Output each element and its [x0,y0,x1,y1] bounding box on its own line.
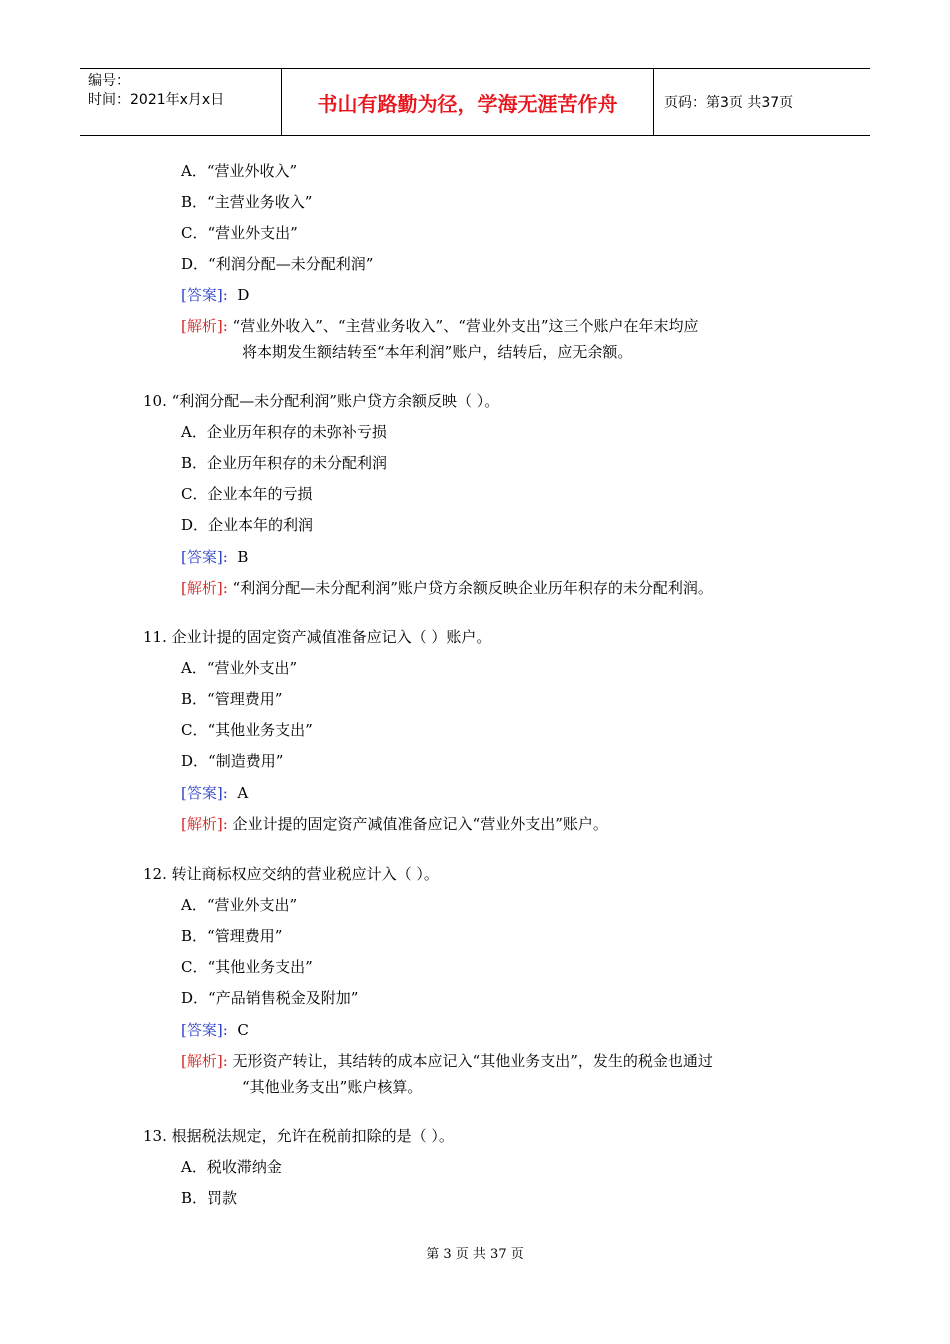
q11-option-a: A．“营业外支出” [181,659,298,677]
q11-option-b: B．“管理费用” [181,690,283,708]
q10-option-c: C．企业本年的亏损 [181,485,313,503]
question-13: 13. 根据税法规定，允许在税前扣除的是（ ）。 [143,1127,454,1145]
q11-option-d: D．“制造费用” [181,752,284,770]
explanation-text: “营业外收入”、“主营业务收入”、“营业外支出”这三个账户在年末均应 [232,317,699,335]
q12-explanation-continued: “其他业务支出”账户核算。 [242,1078,423,1096]
q9-explanation-continued: 将本期发生额结转至“本年利润”账户，结转后，应无余额。 [242,343,633,361]
q9-option-d: D．“利润分配—未分配利润” [181,255,374,273]
q13-option-a: A．税收滞纳金 [181,1158,282,1176]
header-motto: 书山有路勤为径，学海无涯苦作舟 [282,69,654,135]
answer-tag: [答案]: [181,784,228,802]
answer-value: B [237,548,249,566]
page-footer: 第 3 页 共 37 页 [426,1247,524,1262]
q12-option-c: C．“其他业务支出” [181,958,313,976]
answer-value: C [237,1021,249,1039]
answer-tag: [答案]: [181,548,228,566]
explanation-tag: [解析]: [181,317,228,335]
explanation-text: 无形资产转让，其结转的成本应记入“其他业务支出”，发生的税金也通过 [232,1052,713,1070]
q12-answer [181,1020,249,1040]
q12-option-b: B．“管理费用” [181,927,283,945]
q12-option-d: D．“产品销售税金及附加” [181,989,359,1007]
explanation-text: “利润分配—未分配利润”账户贷方余额反映企业历年积存的未分配利润。 [232,579,713,597]
explanation-tag: [解析]: [181,815,228,833]
header-page-info: 页码：第3页 共37页 [664,95,794,111]
header-meta [80,69,282,135]
q10-option-b: B．企业历年积存的未分配利润 [181,454,388,472]
q9-option-c: C．“营业外支出” [181,224,298,242]
date-label: 时间：2021年x月x日 [88,92,225,108]
answer-value: D [237,286,250,304]
page-header [80,68,870,136]
explanation-tag: [解析]: [181,1052,228,1070]
serial-label: 编号： [88,73,130,89]
q10-option-d: D．企业本年的利润 [181,516,314,534]
explanation-text: 企业计提的固定资产减值准备应记入“营业外支出”账户。 [232,815,608,833]
answer-tag: [答案]: [181,286,228,304]
q9-option-b: B．“主营业务收入” [181,193,313,211]
question-12: 12. 转让商标权应交纳的营业税应计入（ ）。 [143,865,439,883]
q9-explanation [181,316,699,336]
q11-explanation [181,814,608,834]
q12-option-a: A．“营业外支出” [181,896,298,914]
q10-explanation [181,578,713,598]
q10-option-a: A．企业历年积存的未弥补亏损 [181,423,387,441]
q11-option-c: C．“其他业务支出” [181,721,313,739]
q12-explanation [181,1051,713,1071]
question-11: 11. 企业计提的固定资产减值准备应记入（ ）账户。 [143,628,492,646]
q10-answer [181,547,248,567]
q9-option-a: A．“营业外收入” [181,162,298,180]
q11-answer [181,783,248,803]
q13-option-b: B．罚款 [181,1189,238,1207]
answer-tag: [答案]: [181,1021,228,1039]
explanation-tag: [解析]: [181,579,228,597]
question-10: 10. “利润分配—未分配利润”账户贷方余额反映（ ）。 [143,392,500,410]
q9-answer [181,285,249,305]
answer-value: A [237,784,249,802]
